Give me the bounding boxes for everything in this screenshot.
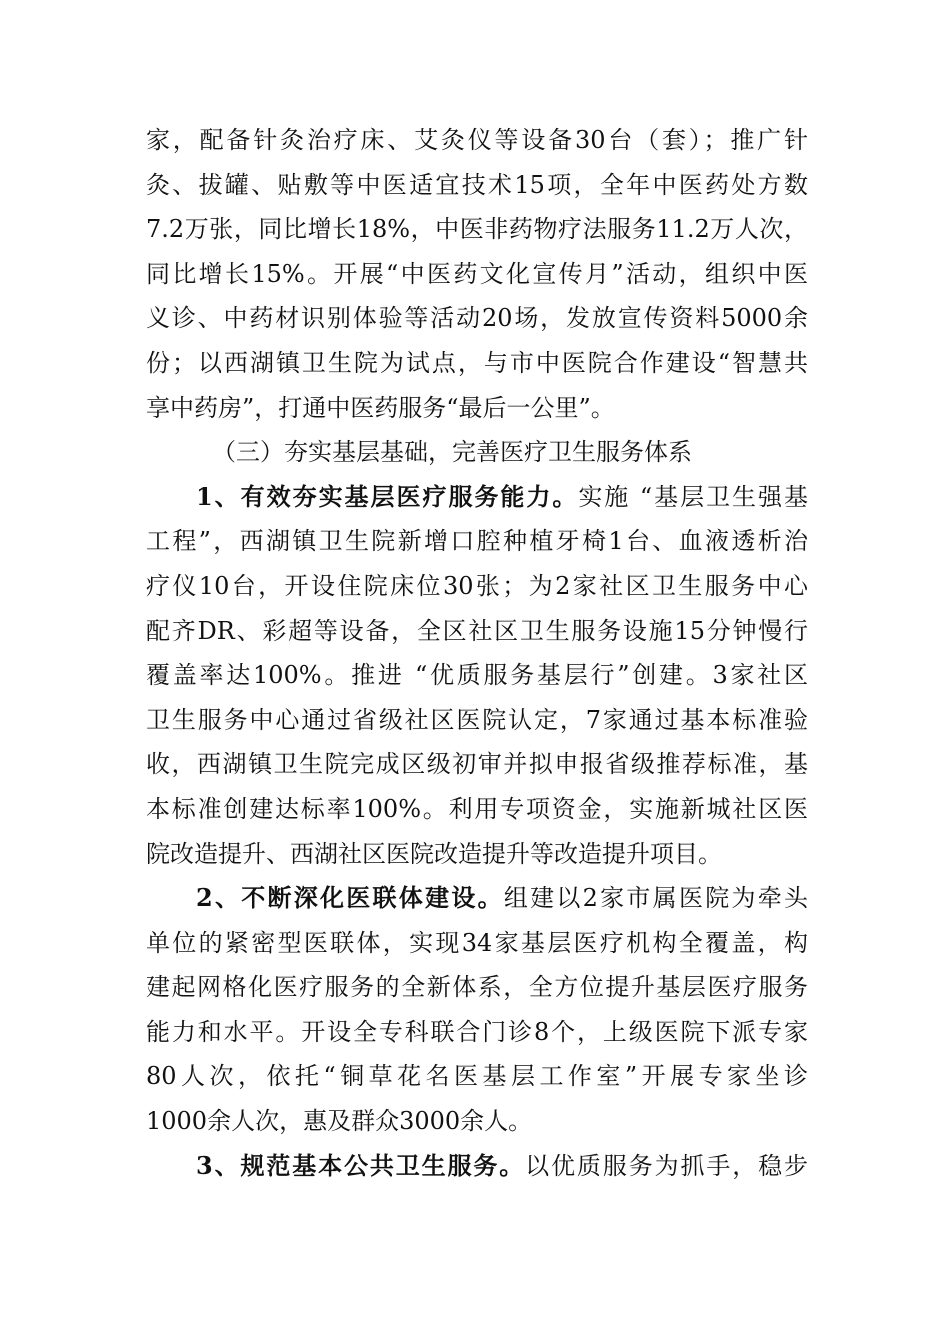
body-line-3: 7.2万张，同比增长18%，中医非药物疗法服务11.2万人次， <box>146 215 808 244</box>
document-page <box>146 118 808 1188</box>
paragraph-2-lead <box>146 876 808 921</box>
body-line-23: 1000余人次，惠及群众3000余人。 <box>146 1107 533 1136</box>
body-line-16: 本标准创建达标率100%。利用专项资金，实施新城社区医 <box>146 794 808 823</box>
body-line-22: 80人次，依托“铜草花名医基层工作室”开展专家坐诊 <box>146 1062 808 1091</box>
paragraph-2-title: 2、不断深化医联体建设。 <box>196 883 504 913</box>
body-line-13: 覆盖率达100%。推进 “优质服务基层行”创建。3家社区 <box>146 661 808 690</box>
body-line-6: 份；以西湖镇卫生院为试点，与市中医院合作建设“智慧共 <box>146 348 808 377</box>
paragraph-3-lead <box>146 1144 808 1189</box>
paragraph-3-title: 3、规范基本公共卫生服务。 <box>196 1150 526 1180</box>
paragraph-1-title: 1、有效夯实基层医疗服务能力。 <box>196 481 579 511</box>
section-heading: （三）夯实基层基础，完善医疗卫生服务体系 <box>212 438 692 467</box>
body-line-7: 享中药房”，打通中医药服务“最后一公里”。 <box>146 393 615 422</box>
body-line-20: 建起网格化医疗服务的全新体系，全方位提升基层医疗服务 <box>146 973 808 1002</box>
paragraph-2-lead-text: 组建以2家市属医院为牵头 <box>503 884 808 913</box>
body-line-12: 配齐DR、彩超等设备，全区社区卫生服务设施15分钟慢行 <box>146 616 808 645</box>
body-line-15: 收，西湖镇卫生院完成区级初审并拟申报省级推荐标准，基 <box>146 750 808 779</box>
body-line-19: 单位的紧密型医联体，实现34家基层医疗机构全覆盖，构 <box>146 928 808 957</box>
body-line-11: 疗仪10台，开设住院床位30张；为2家社区卫生服务中心 <box>146 571 808 600</box>
body-line-5: 义诊、中药材识别体验等活动20场，发放宣传资料5000余 <box>146 304 808 333</box>
body-line-21: 能力和水平。开设全专科联合门诊8个，上级医院下派专家 <box>146 1017 808 1046</box>
body-line-1: 家，配备针灸治疗床、艾灸仪等设备30台（套）；推广针 <box>146 126 808 154</box>
paragraph-1-lead <box>146 475 808 520</box>
body-line-2: 灸、拔罐、贴敷等中医适宜技术15项，全年中医药处方数 <box>146 170 808 199</box>
body-line-10: 工程”，西湖镇卫生院新增口腔种植牙椅1台、血液透析治 <box>146 527 808 556</box>
body-line-14: 卫生服务中心通过省级社区医院认定，7家通过基本标准验 <box>146 705 808 734</box>
body-line-17: 院改造提升、西湖社区医院改造提升等改造提升项目。 <box>146 839 722 868</box>
paragraph-1-lead-text: 实施 “基层卫生强基 <box>578 482 808 511</box>
paragraph-3-lead-text: 以优质服务为抓手，稳步 <box>525 1151 808 1180</box>
body-line-4: 同比增长15%。开展“中医药文化宣传月”活动，组织中医 <box>146 259 808 288</box>
